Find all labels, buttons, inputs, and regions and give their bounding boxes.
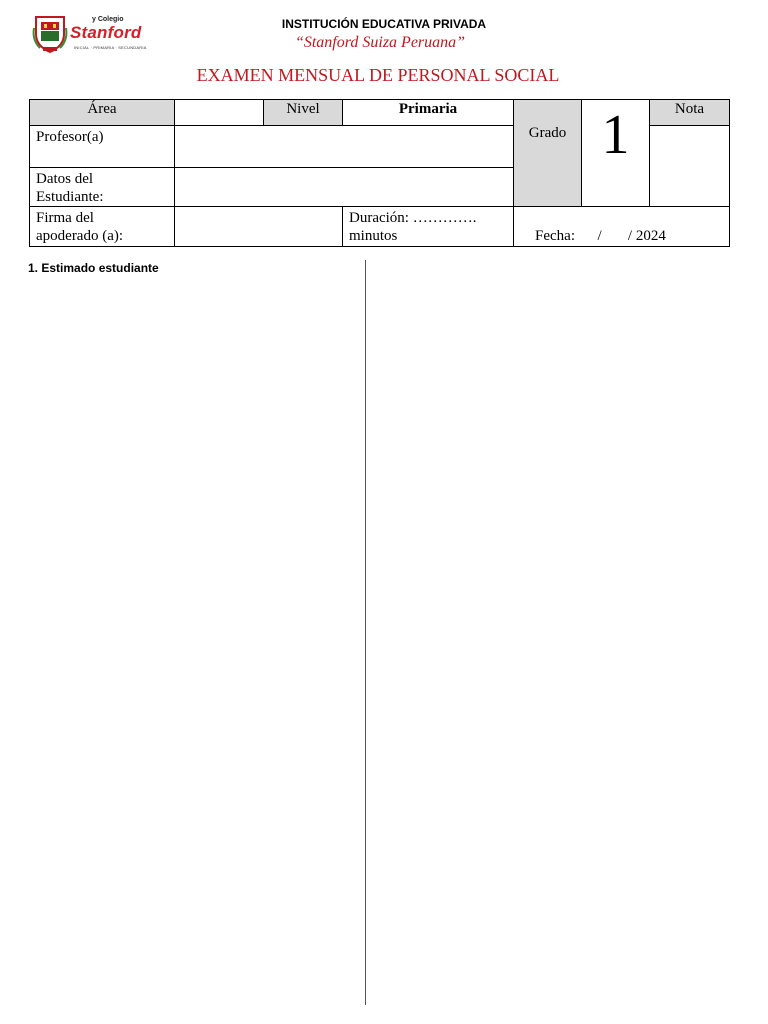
datos-label-cell xyxy=(29,167,175,207)
logo-levels: INICIAL · PRIMARIA · SECUNDARIA xyxy=(74,45,147,50)
grado-label-cell xyxy=(513,99,582,207)
grado-value: 1 xyxy=(601,104,630,166)
fecha-cell[interactable] xyxy=(513,206,730,247)
exam-title: EXAMEN MENSUAL DE PERSONAL SOCIAL xyxy=(196,65,560,85)
institution-name: INSTITUCIÓN EDUCATIVA PRIVADA xyxy=(281,17,487,31)
nota-value-field[interactable] xyxy=(649,125,730,207)
firma-label-line1: Firma del xyxy=(36,210,94,226)
nivel-label-cell xyxy=(263,99,343,126)
grado-label: Grado xyxy=(528,125,567,141)
firma-label-line2: apoderado (a): xyxy=(36,228,124,244)
duracion-line2: minutos xyxy=(349,228,398,244)
student-info-table xyxy=(29,99,730,247)
area-label-cell xyxy=(29,99,175,126)
area-label: Área xyxy=(87,101,117,117)
fecha-text: Fecha: / / 2024 xyxy=(535,228,666,244)
question-1-text: 1. Estimado estudiante xyxy=(28,261,159,275)
school-motto: “Stanford Suiza Peruana” xyxy=(294,34,466,51)
duracion-cell xyxy=(342,206,514,247)
question-1 xyxy=(28,261,159,275)
logo-pretext: y Colegio xyxy=(92,16,124,23)
grado-value-cell xyxy=(581,99,650,207)
logo-brand: Stanford xyxy=(70,23,142,42)
profesor-label-cell xyxy=(29,125,175,168)
nota-label: Nota xyxy=(674,101,705,117)
nivel-value-cell xyxy=(342,99,514,126)
firma-label-cell xyxy=(29,206,175,247)
firma-field[interactable] xyxy=(174,206,343,247)
profesor-label: Profesor(a) xyxy=(36,129,104,145)
datos-label-line1: Datos del xyxy=(36,171,94,187)
area-value-field[interactable] xyxy=(174,99,264,126)
profesor-field[interactable] xyxy=(174,125,514,168)
nivel-value: Primaria xyxy=(398,101,458,117)
datos-label-line2: Estudiante: xyxy=(36,189,104,205)
duracion-line1: Duración: …………. xyxy=(349,210,477,226)
nota-label-cell xyxy=(649,99,730,126)
column-divider xyxy=(365,260,366,1005)
nivel-label: Nivel xyxy=(286,101,320,117)
estudiante-field[interactable] xyxy=(174,167,514,207)
